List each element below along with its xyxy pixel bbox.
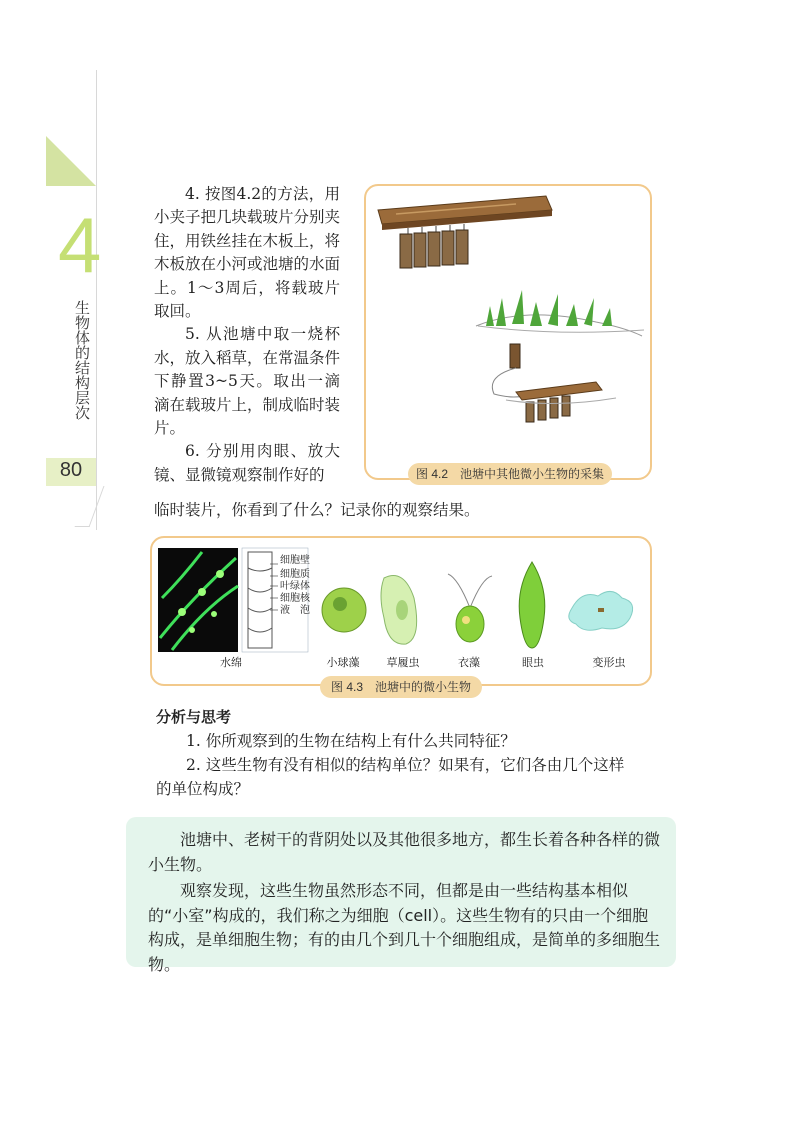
question-2-continued: 的单位构成？ (156, 780, 250, 798)
step-5: 5. 从池塘中取一烧杯水，放入稻草，在常温条件下静置3~5天。取出一滴滴在载玻片上，制成临时装片。 (154, 325, 341, 438)
label-euglena: 眼虫 (522, 656, 544, 669)
label-chlamydomonas: 衣藻 (458, 656, 480, 669)
spirogyra-photo (158, 548, 238, 652)
label-paramecium: 草履虫 (386, 656, 420, 669)
figure-4-3-frame (150, 536, 652, 686)
step-6: 6. 分别用肉眼、放大镜、显微镜观察制作好的 (154, 442, 340, 484)
chlamydomonas-icon (456, 606, 484, 642)
label-spirogyra: 水绵 (220, 656, 242, 669)
step-4: 4. 按图4.2的方法，用小夹子把几块载玻片分别夹住，用铁丝挂在木板上，将木板放在小河或池塘的水面上。1～3周后，将载玻片取回。 (154, 185, 341, 321)
margin-rule (96, 70, 97, 530)
summary-paragraph-1: 池塘中、老树干的背阴处以及其他很多地方，都生长着各种各样的微小生物。 (148, 830, 661, 874)
chapter-title: 生物体的结构层次 (73, 300, 91, 420)
label-vacuole: 液 泡 (280, 605, 310, 616)
margin-notch-decoration (75, 486, 105, 527)
figure-4-2-frame (364, 184, 652, 480)
figure-4-2-caption: 图 4.2 池塘中其他微小生物的采集 (408, 463, 612, 485)
question-1: 1. 你所观察到的生物在结构上有什么共同特征？ (186, 732, 516, 750)
chlorella-icon (322, 588, 366, 632)
experiment-steps (154, 183, 340, 487)
euglena-icon (519, 562, 545, 648)
label-cytoplasm: 细胞质 (280, 569, 310, 580)
label-amoeba: 变形虫 (592, 656, 626, 669)
label-nucleus: 细胞核 (280, 593, 310, 604)
step-6-continued: 临时装片，你看到了什么？记录你的观察结果。 (154, 501, 480, 519)
page-number: 80 (59, 459, 83, 481)
chapter-number: 4 (58, 201, 102, 289)
figure-4-2-illustration (366, 186, 650, 478)
analysis-heading: 分析与思考 (156, 709, 232, 726)
chapter-corner-decoration (46, 136, 96, 186)
label-cell-wall: 细胞壁 (280, 555, 310, 566)
summary-paragraph-2: 观察发现，这些生物虽然形态不同，但都是由一些结构基本相似的“小室”构成的，我们称之为细胞（cell）。这些生物有的只由一个细胞构成，是单细胞生物；有的由几个到几十个细胞组成，是简单的多细胞生物。 (148, 881, 661, 974)
question-2: 2. 这些生物有没有相似的结构单位？如果有，它们各由几个这样 (186, 756, 625, 774)
figure-4-3-caption: 图 4.3 池塘中的微小生物 (320, 676, 482, 698)
summary-box (126, 817, 676, 974)
label-chlorella: 小球藻 (326, 656, 360, 669)
label-chloroplast: 叶绿体 (280, 581, 310, 592)
